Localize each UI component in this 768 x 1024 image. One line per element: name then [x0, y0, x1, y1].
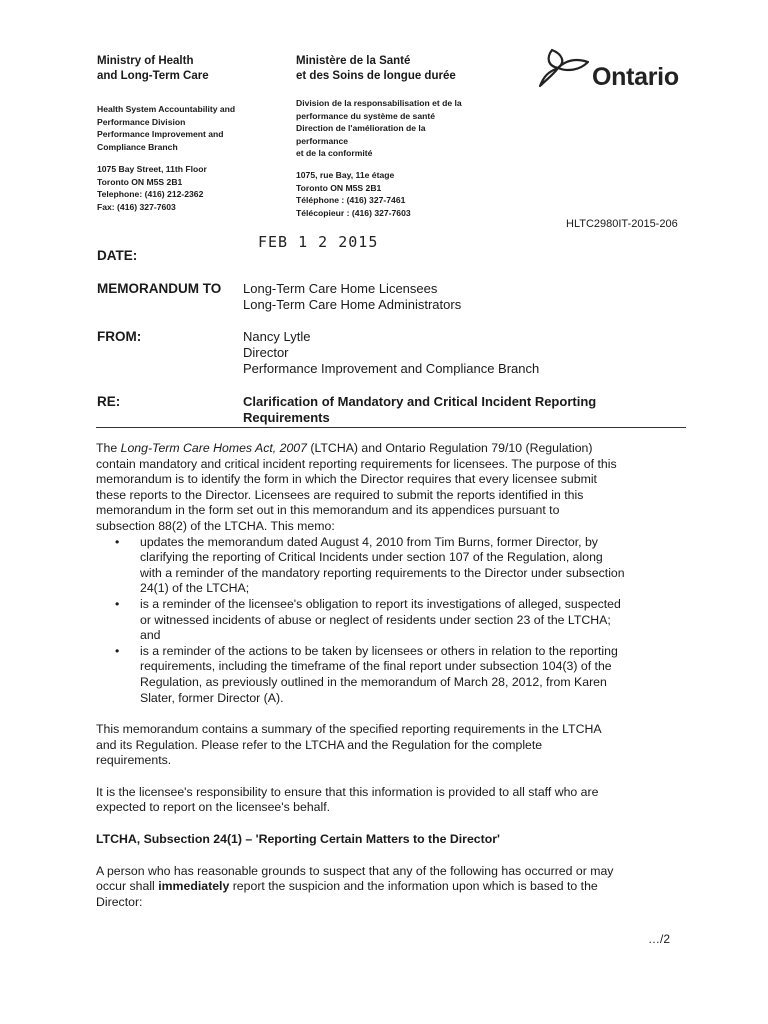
division-fr-line: et de la conformité: [296, 148, 373, 158]
address-en-line: Telephone: (416) 212-2362: [97, 189, 204, 199]
section-heading: LTCHA, Subsection 24(1) – 'Reporting Certain Matters to the Director': [96, 832, 500, 847]
intro-line: these reports to the Director. Licensees are required to submit the reports identified in this: [96, 487, 584, 502]
date-stamp: FEB 1 2 2015: [258, 233, 379, 251]
re-subject: [243, 394, 596, 426]
address-en-line: Toronto ON M5S 2B1: [97, 176, 183, 187]
ministry-fr-line2: et des Soins de longue durée: [296, 70, 456, 82]
ministry-name-fr: [296, 54, 456, 84]
division-en-line: Performance Improvement and: [97, 129, 224, 139]
memo-body: [96, 441, 696, 910]
ministry-en-line1: Ministry of Health: [97, 55, 194, 67]
address-fr-line: Télécopieur : (416) 327-7603: [296, 207, 411, 218]
ministry-fr-line1: Ministère de la Santé: [296, 55, 411, 67]
division-fr-line: Division de la responsabilisation et de la: [296, 98, 462, 108]
division-en-line: Health System Accountability and: [97, 104, 236, 114]
recipient-line: Long-Term Care Home Licensees: [243, 281, 438, 296]
reference-number: HLTC2980IT-2015-206: [566, 218, 678, 230]
list-item: • updates the memorandum dated August 4, 2010 from Tim Burns, former Director, by clarifying the reporting of Critical Incidents under section 107 of the Regulation, along with a reminder of the mandatory reporting requirements to the Director under subsection 24(1) of the LTCHA;: [110, 535, 696, 597]
ministry-name-en: [97, 54, 209, 84]
logo-wordmark: Ontario: [592, 63, 679, 91]
sender-title: Director: [243, 345, 289, 360]
intro-line: The Long-Term Care Homes Act, 2007 (LTCHA) and Ontario Regulation 79/10 (Regulation): [96, 441, 593, 455]
intro-line: contain mandatory and critical incident reporting requirements for licensees. The purpose of this: [96, 456, 617, 471]
responsibility-paragraph: It is the licensee's responsibility to ensure that this information is provided to all staff who are expected to report on the licensee's behalf.: [96, 784, 599, 815]
list-item: • is a reminder of the actions to be taken by licensees or others in relation to the reporting requirements, including the timeframe of the final report under subsection 104(3) of the Regulation, as previously outlined in the memorandum of March 28, 2012, from Karen Slater, former Director (A).: [110, 644, 696, 706]
address-en-line: 1075 Bay Street, 11th Floor: [97, 164, 207, 174]
summary-paragraph: This memorandum contains a summary of the specified reporting requirements in the LTCHA and its Regulation. Please refer to the LTCHA and the Regulation for the complete requirements.: [96, 722, 602, 768]
division-fr: [296, 97, 462, 160]
from-sender: [243, 329, 539, 377]
intro-paragraph: [96, 441, 696, 535]
page-continuation-marker: …/2: [648, 932, 671, 946]
address-en-line: Fax: (416) 327-7603: [97, 201, 176, 212]
division-en: [97, 103, 235, 153]
act-title: Long-Term Care Homes Act, 2007: [120, 441, 307, 455]
division-en-line: Performance Division: [97, 116, 186, 127]
ministry-en-line2: and Long-Term Care: [97, 70, 209, 82]
trillium-icon: [536, 46, 592, 90]
header-divider: [96, 427, 686, 428]
ontario-logo: [536, 46, 706, 96]
re-label: RE:: [97, 394, 121, 409]
division-fr-line: performance du système de santé: [296, 110, 435, 121]
memorandum-to-label: MEMORANDUM TO: [97, 281, 222, 296]
address-fr: [296, 169, 411, 219]
division-en-line: Compliance Branch: [97, 141, 178, 152]
sender-branch: Performance Improvement and Compliance Branch: [243, 361, 540, 376]
address-fr-line: Téléphone : (416) 327-7461: [296, 195, 406, 205]
memo-purpose-list: [110, 535, 696, 707]
subject-line: Requirements: [243, 410, 330, 425]
division-fr-line: Direction de l'amélioration de la: [296, 123, 426, 133]
address-en: [97, 163, 207, 213]
emphasis-immediately: immediately: [158, 879, 230, 894]
subject-line: Clarification of Mandatory and Critical Incident Reporting: [243, 394, 597, 409]
sender-name: Nancy Lytle: [243, 329, 311, 344]
recipient-line: Long-Term Care Home Administrators: [243, 297, 462, 312]
address-fr-line: Toronto ON M5S 2B1: [296, 182, 382, 193]
list-item: • is a reminder of the licensee's obligation to report its investigations of alleged, suspected or witnessed incidents of abuse or neglect of residents under section 23 of the LTCHA; and: [110, 597, 696, 644]
from-label: FROM:: [97, 329, 142, 344]
reporting-paragraph: A person who has reasonable grounds to suspect that any of the following has occurred or may occur shall immediately report the suspicion and the information upon which is based to the Director:: [96, 863, 614, 909]
intro-line: memorandum in the form set out in this memorandum and its appendices pursuant to: [96, 503, 560, 518]
memorandum-to-recipients: [243, 281, 461, 313]
intro-line: memorandum is to identify the form in which the Director requires that every licensee submit: [96, 472, 597, 487]
address-fr-line: 1075, rue Bay, 11e étage: [296, 170, 395, 180]
intro-line: subsection 88(2) of the LTCHA. This memo:: [96, 518, 335, 533]
date-label: DATE:: [97, 248, 138, 263]
division-fr-line: performance: [296, 135, 349, 146]
